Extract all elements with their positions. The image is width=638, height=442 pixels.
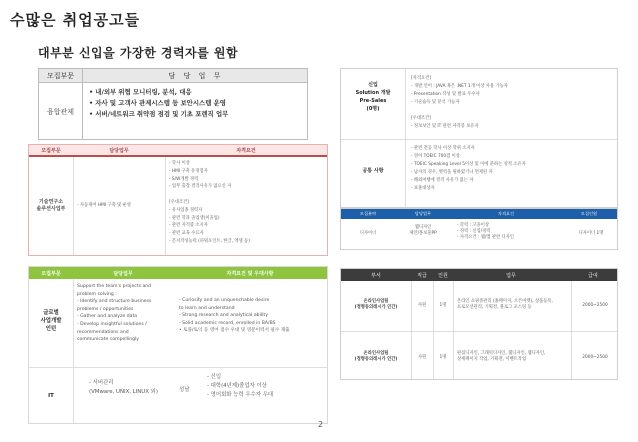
header-rank: 직급 [417,272,427,279]
header-field: 모집부문 [41,147,61,154]
req-item: - HMI 구축 유경험자 [169,168,208,174]
duty-item: - Identify and structure business [77,299,152,305]
field-label: 디자이너 [359,231,377,236]
req-item: - 보훈대상자 [411,186,435,191]
req-item: [우대조건] [169,199,189,205]
req-item [169,191,250,199]
header-duty: 담당업무 [109,147,129,154]
req-item: - 업무 출장 결격사유가 없으신 자 [169,184,232,190]
field-label-it: IT [48,393,54,399]
field-label: 기술연구소 솔루션사업부 [36,199,66,212]
count-cell: 1명 [439,355,447,360]
req-item: [자격요건] [411,76,431,81]
duty-item: communicate compellingly [77,337,140,343]
header-field: 모집부문 [39,69,83,83]
dept-cell: 온라인사업팀 (정형동의레시가 인간) [354,299,398,310]
duty-text: 웹디자인 제안/홍보물PP [409,225,437,236]
header-task: 업무 [506,272,516,279]
page-title: 수많은 취업공고들 [10,11,141,29]
req-item: - S/W개발 경력 [169,176,199,182]
req-item: - 정보보안 및 IT 관련 자격증 보유자 [411,124,479,129]
field-label: 융합관제 [39,83,83,140]
req-item: - 문서작성능력 (파워포인트, 한글, 엑셀 등) [169,238,250,244]
requirements-list [169,160,250,246]
header-count: 인원 [438,272,448,279]
req-item: - 개발 언어 : JAVA 혹은 .NET 1개 이상 사용 가능자 [411,84,508,89]
field-label: 신입 Solution 개발 Pre-Sales (0명) [355,82,391,112]
duty-text: - 자동제어 HMI 구축 및 운영 [77,203,131,208]
req-item: - 자격요건 : 웹/앱 관련 디자인 [457,235,514,240]
header-duty: 담당업무 [113,270,133,277]
header-field: 모집분야 [359,211,377,216]
duty-item: Support the team's projects and [77,284,152,289]
req-item: - 영어회화 능력 우수자 우대 [207,392,274,398]
duty-item: - 서버관리 [89,380,114,386]
job-posting-2 [28,144,328,256]
salary-cell: 2000~2500 [582,303,608,308]
req-item: - 관련 학과 졸업생(미졸업) [169,215,220,221]
req-item: - 기술습득 및 분석 가능자 [411,100,460,105]
req-item: - 남자의 경우, 병역을 필하였거나 면제된 자 [411,170,493,175]
duty-item: • 서버/네트워크 취약점 점검 및 기초 포렌직 업무 [89,110,229,118]
req-item: - 관련 자격증 소지자 [169,223,208,229]
req-item: - Presentation 작성 및 발표 우수자 [411,92,480,97]
job-posting-4 [340,68,618,208]
req-item: to learn and understand [179,305,235,311]
duty-item: problem solving : [77,291,117,297]
req-item: - 유사업종 경력자 [169,207,203,213]
page-subtitle: 대부분 신입을 가장한 경력자를 원함 [38,46,239,60]
req-item: - 관련 교육 수료자 [169,231,204,237]
header-field: 모집부문 [41,270,61,277]
header-salary: 급여 [588,272,598,279]
job-posting-6 [340,268,618,380]
task-cell: 온라인 쇼핑몰관리 (홈페이지, 오픈마켓), 상품등록, 프로모션관리, 기획전, 블로그 포스팅 등 [457,299,553,310]
count-text: 디자이너 1명 [578,231,604,236]
job-posting-5 [340,208,618,250]
duty-item: • 내/외부 위협 모니터링, 분석, 대응 [89,88,192,96]
requirements-list-it [207,373,273,400]
header-duty: 담당업무 [414,211,432,216]
duty-item: (VMware, UNIX, LINUX 외) [89,389,158,395]
page-number: 2 [318,420,324,429]
count-cell: 1명 [439,303,447,308]
rank-cell: 사원 [417,303,427,308]
common-requirements [411,145,526,193]
duty-item: recommendations and [77,329,129,335]
req-item: - 관련 전공 학사 이상 학위 소지자 [411,146,475,151]
duty-item: • 자사 및 고객사 관제시스템 등 보안시스템 운영 [89,99,226,107]
job-posting-3 [28,266,328,424]
req-item: - Strong research and analytical ability [179,313,268,319]
duty-item: - Gather and analyze data [77,314,138,320]
req-item: - 영어 TOEIC 700점 이상 [411,154,460,159]
duty-item: - Develop insightful solutions / [77,321,147,327]
header-dept: 부서 [371,272,381,279]
req-item: - TOEIC Speaking Level 5이상 및 이에 준하는 성적 소유자 [411,162,526,167]
header-requirements: 자격요건 [497,211,515,216]
duty-list [89,87,228,120]
req-item: - 대학(4년제)졸업자 이상 [207,383,267,389]
duty-list [77,283,151,344]
req-item: - 경력 : 신입/경력 [457,229,491,234]
req-item: - 학사 이상 [169,161,190,166]
req-item: - Curiosity and an unquenchable desire [179,298,270,303]
duty-list-it [89,379,158,397]
duty-item: problems / opportunities [77,306,134,312]
requirements-list [457,223,514,241]
req-item [411,107,508,115]
req-item: - 해외여행에 결격 사유가 없는 자 [411,178,474,183]
req-item: [우대조건] [411,116,431,121]
job-posting-1 [38,68,308,140]
header-requirements: 자격요건 [236,147,256,154]
req-item: - Solid academic record, enrolled in BA/BS [179,320,276,326]
req-item: - 학력 : 고졸이상 [457,223,489,228]
req-item: • 토플/토익 등 영어 점수 우대 및 영문이력서 필수 제출 [179,328,290,334]
dept-cell: 온라인사업팀 (정형동의레시가 인간) [354,351,398,362]
requirements-list [179,297,290,335]
requirements-list [411,75,508,131]
location-text: 성남 [179,387,190,393]
header-count: 모집인원 [580,211,598,216]
req-item: - 신입 [207,374,222,380]
header-requirements: 자격요건 및 우대사항 [226,270,274,277]
salary-cell: 2000~2500 [582,355,608,360]
task-cell: 편집디자인, 그래픽디자인, 웹디자인, 웹디자인, 상세페이지 작업, 기획전, 이벤트작업 [457,351,546,362]
rank-cell: 사원 [417,355,427,360]
header-duties: 담 당 업 무 [83,69,308,83]
field-label-common: 공통 사항 [362,168,384,174]
field-label: 글로벌 사업개발 인턴 [40,310,62,332]
